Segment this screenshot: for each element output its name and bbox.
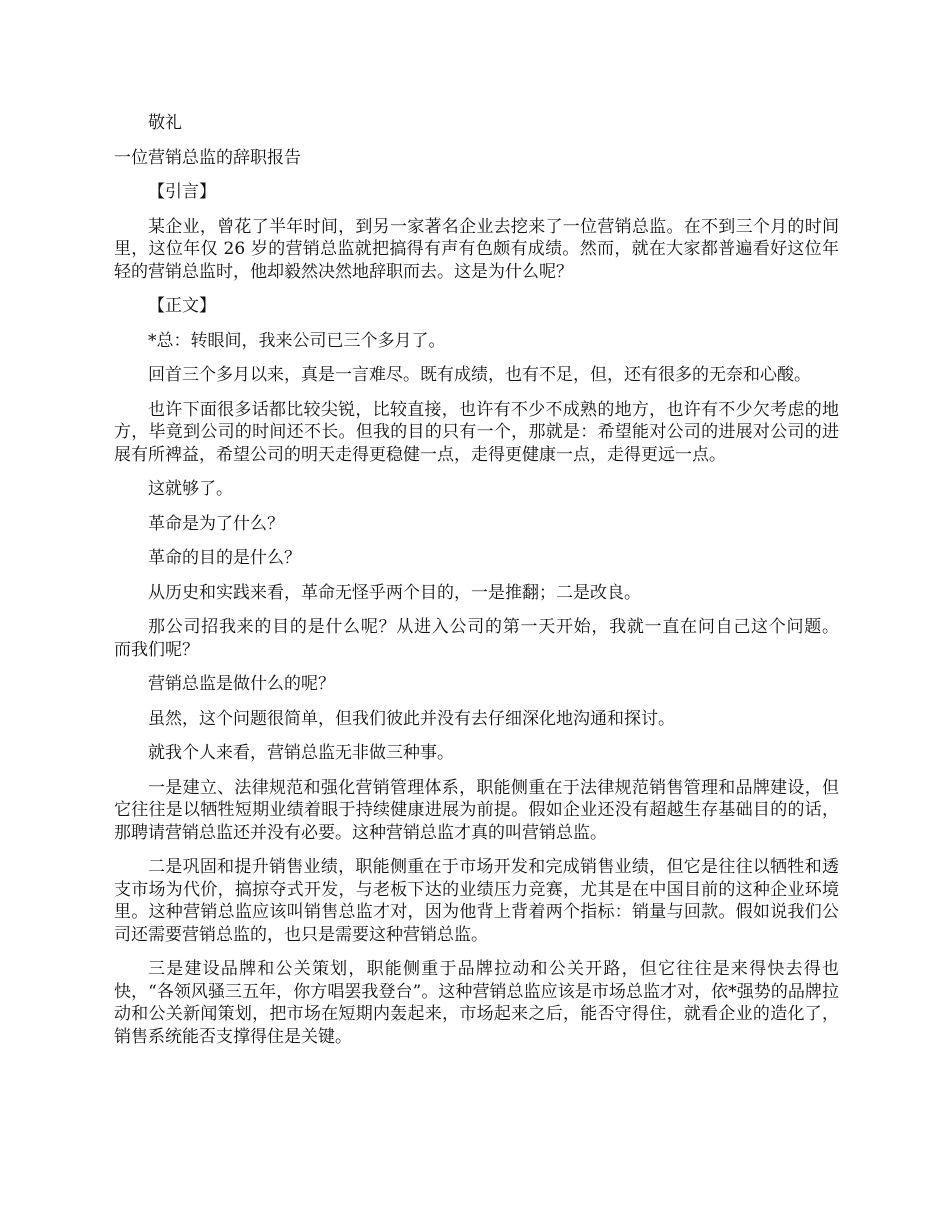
body-paragraph: 也许下面很多话都比较尖锐，比较直接，也许有不少不成熟的地方，也许有不少欠考虑的地方，毕竟到公司的时间还不长。但我的目的只有一个，那就是：希望能对公司的进展对公司的进展有所裨益，希望公司的明天走得更稳健一点，走得更健康一点，走得更远一点。 — [114, 399, 839, 465]
body-paragraph: 虽然，这个问题很简单，但我们彼此并没有去仔细深化地沟通和探讨。 — [148, 708, 675, 729]
body-paragraph: 革命的目的是什么？ — [148, 548, 301, 568]
body-paragraph: 那公司招我来的目的是什么呢？从进入公司的第一天开始，我就一直在问自己这个问题。 而我们呢？ — [114, 617, 883, 660]
intro-heading: 【引言】 — [148, 182, 216, 202]
body-paragraph: 二是巩固和提升销售业绩，职能侧重在于市场开发和完成销售业绩，但它是往往以牺牲和透支市场为代价，搞掠夺式开发，与老板下达的业绩压力竞赛，尤其是在中国目前的这种企业环境里。这种营销总监应该叫销售总监才对，因为他背上背着两个指标：销量与回款。假如说我们公司还需要营销总监的，也只是需要这种营销总监。 — [114, 857, 839, 945]
body-paragraph: 一是建立、法律规范和强化营销管理体系，职能侧重在于法律规范销售管理和品牌建设，但它往往是以牺牲短期业绩着眼于持续健康进展为前提。假如企业还没有超越生存基础目的的话，那聘请营销总监还并没有必要。这种营销总监才真的叫营销总监。 — [114, 777, 839, 843]
body-heading: 【正文】 — [148, 296, 216, 316]
closing-salutation: 敬礼 — [148, 113, 182, 133]
intro-paragraph: 某企业，曾花了半年时间，到另一家著名企业去挖来了一位营销总监。在不到三个月的时间里，这位年仅 26 岁的营销总监就把搞得有声有色颇有成绩。然而，就在大家都普遍看好这位年轻的营销总监时，他却毅然决然地辞职而去。这是为什么呢？ — [114, 216, 839, 282]
document-body — [114, 112, 883, 1060]
body-paragraph: 革命是为了什么？ — [148, 513, 284, 534]
document-title: 一位营销总监的辞职报告 — [114, 147, 301, 168]
body-paragraph: 从历史和实践来看，革命无怪乎两个目的，一是推翻；二是改良。 — [148, 582, 641, 603]
body-paragraph: 就我个人来看，营销总监无非做三种事。 — [148, 743, 454, 763]
body-paragraph: 这就够了。 — [148, 479, 233, 499]
body-paragraph: *总：转眼间，我来公司已三个多月了。 — [148, 330, 446, 351]
body-paragraph: 三是建设品牌和公关策划，职能侧重于品牌拉动和公关开路，但它往往是来得快去得也快，“各领风骚三五年，你方唱罢我登台”。这种营销总监应该是市场总监才对，依*强势的品牌拉动和公关新闻策划，把市场在短期内轰起来，市场起来之后，能否守得住，就看企业的造化了，销售系统能否支撑得住是关键。 — [114, 959, 839, 1047]
body-paragraph: 营销总监是做什么的呢？ — [148, 674, 335, 694]
body-paragraph: 回首三个多月以来，真是一言难尽。既有成绩，也有不足，但，还有很多的无奈和心酸。 — [148, 365, 811, 385]
